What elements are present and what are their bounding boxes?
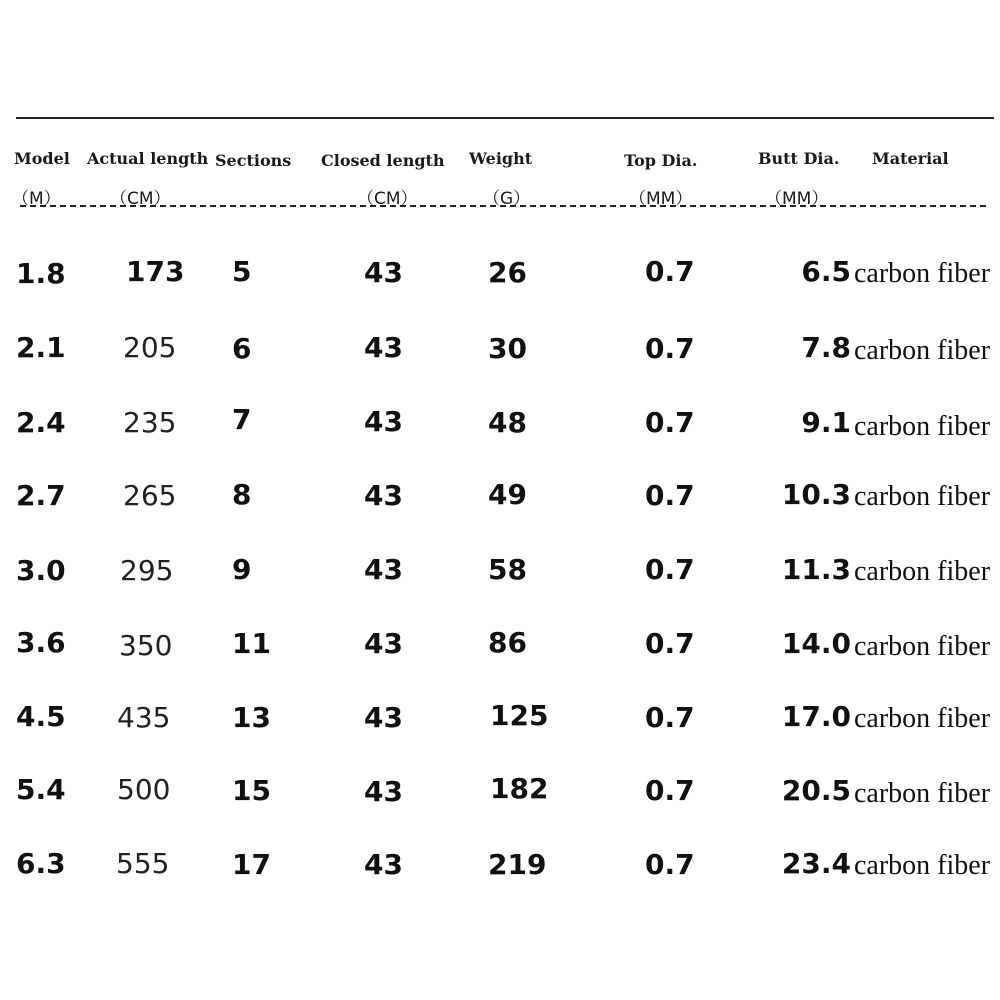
unit-closed-length: （CM） [357,189,418,209]
header-material: Material [872,149,949,168]
cell-weight: 49 [488,478,527,511]
cell-butt-dia: 11.3 [781,553,851,586]
cell-material: carbon fiber [854,556,991,587]
cell-model: 2.1 [16,331,66,364]
cell-material: carbon fiber [854,335,991,366]
cell-sections: 13 [232,701,271,734]
cell-butt-dia: 14.0 [781,627,851,660]
cell-top-dia: 0.7 [645,479,695,512]
cell-closed-length: 43 [364,405,403,438]
cell-material: carbon fiber [854,481,991,512]
unit-weight: （G） [483,189,531,209]
cell-butt-dia: 10.3 [781,478,851,511]
header-sections: Sections [215,151,292,170]
cell-closed-length: 43 [364,627,403,660]
cell-sections: 15 [232,774,271,807]
unit-top-dia: （MM） [629,189,693,209]
header-dashed-divider [20,205,986,207]
cell-actual-length: 265 [123,479,177,512]
cell-actual-length: 555 [116,847,170,880]
cell-butt-dia: 9.1 [801,406,851,439]
cell-actual-length: 173 [126,255,185,288]
top-divider [16,117,994,119]
cell-closed-length: 43 [364,331,403,364]
cell-material: carbon fiber [854,703,991,734]
cell-top-dia: 0.7 [645,332,695,365]
header-closed-length: Closed length [321,151,445,170]
cell-sections: 7 [232,403,252,436]
cell-top-dia: 0.7 [645,406,695,439]
cell-weight: 48 [488,406,527,439]
header-weight: Weight [469,149,533,168]
cell-material: carbon fiber [854,411,991,442]
cell-weight: 219 [488,848,547,881]
cell-closed-length: 43 [364,479,403,512]
header-actual-length: Actual length [87,149,209,168]
cell-material: carbon fiber [854,258,991,289]
header-top-dia: Top Dia. [624,151,698,170]
cell-weight: 58 [488,553,527,586]
cell-butt-dia: 23.4 [781,847,851,880]
cell-weight: 86 [488,626,527,659]
cell-actual-length: 205 [123,331,177,364]
cell-closed-length: 43 [364,848,403,881]
cell-actual-length: 500 [117,773,171,806]
cell-model: 3.6 [16,626,66,659]
unit-model: （M） [12,189,61,209]
cell-top-dia: 0.7 [645,255,695,288]
cell-top-dia: 0.7 [645,627,695,660]
cell-model: 2.7 [16,479,66,512]
cell-top-dia: 0.7 [645,774,695,807]
cell-closed-length: 43 [364,256,403,289]
cell-sections: 11 [232,627,271,660]
cell-weight: 125 [490,699,549,732]
cell-sections: 5 [232,255,252,288]
header-butt-dia: Butt Dia. [758,149,840,168]
cell-sections: 17 [232,848,271,881]
cell-butt-dia: 7.8 [801,331,851,364]
cell-sections: 6 [232,332,252,365]
cell-closed-length: 43 [364,775,403,808]
cell-model: 6.3 [16,847,66,880]
cell-material: carbon fiber [854,778,991,809]
header-model: Model [14,149,70,168]
cell-butt-dia: 6.5 [801,255,851,288]
cell-actual-length: 435 [117,701,171,734]
cell-sections: 9 [232,553,252,586]
cell-material: carbon fiber [854,631,991,662]
cell-closed-length: 43 [364,701,403,734]
cell-sections: 8 [232,478,252,511]
cell-model: 5.4 [16,773,66,806]
cell-weight: 30 [488,332,527,365]
cell-weight: 26 [488,256,527,289]
cell-model: 3.0 [16,554,66,587]
cell-weight: 182 [490,772,549,805]
cell-actual-length: 350 [119,629,173,662]
unit-butt-dia: （MM） [765,189,829,209]
cell-material: carbon fiber [854,850,991,881]
cell-actual-length: 295 [120,554,174,587]
cell-model: 2.4 [16,406,66,439]
cell-model: 4.5 [16,700,66,733]
cell-top-dia: 0.7 [645,701,695,734]
cell-butt-dia: 20.5 [781,774,851,807]
cell-top-dia: 0.7 [645,848,695,881]
cell-actual-length: 235 [123,406,177,439]
unit-actual-length: （CM） [110,189,171,209]
cell-closed-length: 43 [364,553,403,586]
cell-top-dia: 0.7 [645,553,695,586]
cell-model: 1.8 [16,257,66,290]
cell-butt-dia: 17.0 [781,700,851,733]
